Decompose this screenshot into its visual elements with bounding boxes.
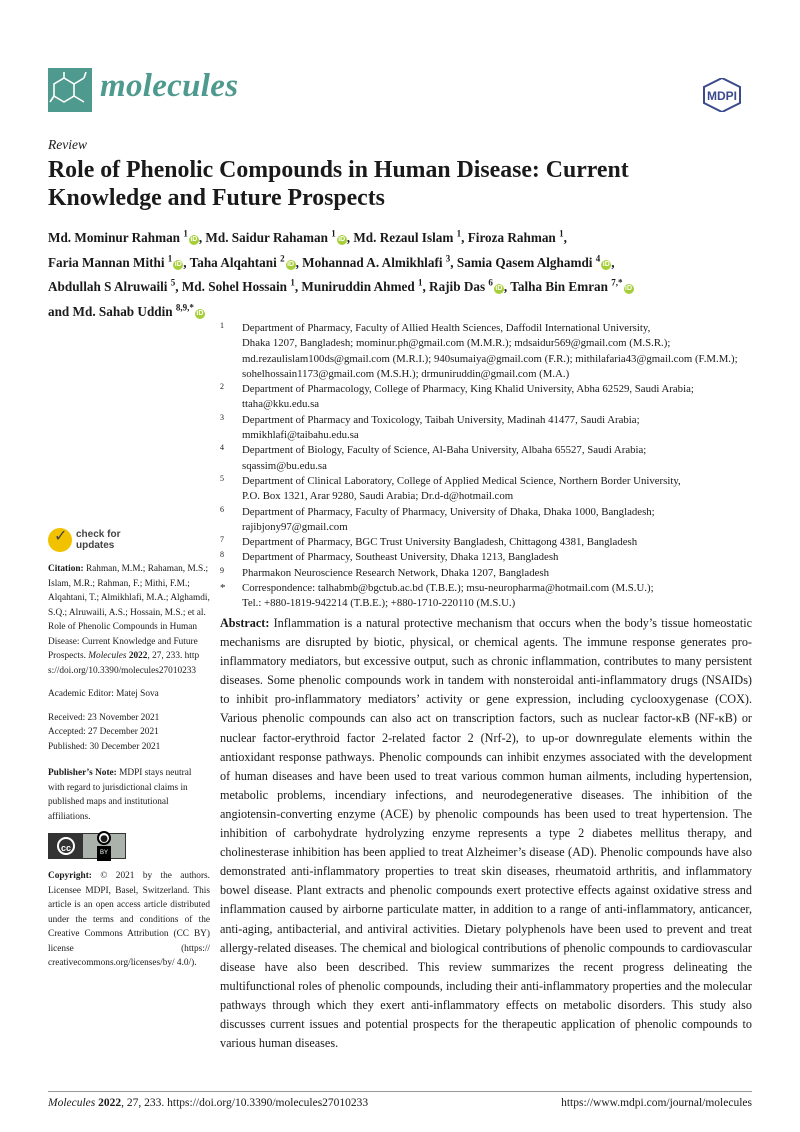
author-affiliation-sup: 3 (445, 253, 451, 264)
author-entry (468, 230, 567, 245)
date-published: Published: 30 December 2021 (48, 741, 161, 752)
affiliation-line: sohelhossain1173@gmail.com (M.S.H.); drmuniruddin@gmail.com (M.A.) (242, 367, 570, 380)
cc-badge-left (49, 834, 83, 858)
affiliation-line: Correspondence: talhabmb@bgctub.ac.bd (T.B.E.); msu-neuropharma@hotmail.com (M.S.U.); (242, 582, 654, 595)
author-separator: , (422, 279, 430, 295)
affiliation-line: Department of Clinical Laboratory, College of Applied Medical Science, Northern Border University, (242, 474, 681, 487)
affiliation-line: sqassim@bu.edu.sa (242, 459, 327, 472)
author-affiliation-sup: 6 (488, 277, 493, 288)
author-separator: , (175, 279, 182, 295)
mdpi-logo-icon (694, 78, 750, 112)
author-name[interactable]: Firoza Rahman (467, 230, 556, 246)
citation-journal: Molecules (88, 651, 127, 661)
citation (48, 562, 210, 678)
publisher-note-text: MDPI stays neutral with regard to jurisdictional claims in published maps and institutional affiliations. (48, 768, 192, 822)
author-name[interactable]: Muniruddin Ahmed (301, 279, 415, 295)
author-name[interactable]: Md. Mominur Rahman (48, 230, 181, 246)
publisher-note (48, 766, 210, 824)
author-affiliation-sup: 8,9,* (175, 302, 194, 313)
affiliation-item (220, 550, 760, 565)
author-list (48, 224, 752, 322)
author-affiliation-sup: 1 (290, 277, 295, 288)
author-affiliation-sup: 1 (559, 229, 564, 239)
author-separator: , (183, 254, 190, 270)
author-affiliation-sup: 2 (280, 253, 285, 264)
citation-volume: , 27, 233. (147, 651, 183, 661)
affiliation-line: Tel.: +880-1819-942214 (T.B.E.); +880-1710-220110 (M.S.U.) (242, 597, 516, 610)
footer-citation-rest[interactable]: , 27, 233. https://doi.org/10.3390/molecules27010233 (121, 1097, 369, 1109)
affiliation-number: 5 (220, 473, 224, 483)
author-name[interactable]: and Md. Sahab Uddin (48, 303, 173, 319)
affiliation-line: Pharmakon Neuroscience Research Network, Dhaka 1207, Bangladesh (242, 566, 550, 579)
affiliation-line: Department of Pharmacy, Faculty of Allied Health Sciences, Daffodil International University, (242, 322, 651, 334)
author-affiliation-sup: 7,* (611, 277, 623, 288)
affiliation-line: Department of Pharmacy, BGC Trust University Bangladesh, Chittagong 4381, Bangladesh (242, 536, 638, 549)
citation-year: 2022 (128, 651, 148, 661)
footer-journal: Molecules (48, 1097, 96, 1109)
affiliations (220, 321, 760, 612)
orcid-icon[interactable]: iD (174, 260, 182, 268)
author-entry (457, 255, 615, 270)
citation-doi-link[interactable]: https://doi.org/10.3390/molecules27010233 (48, 651, 200, 676)
affiliation-line: Department of Pharmacy, Faculty of Pharmacy, University of Dhaka, Dhaka 1000, Bangladesh; (242, 505, 655, 518)
molecules-logo-icon (48, 68, 92, 112)
author-affiliation-sup: 1 (417, 277, 423, 288)
affiliation-line: md.rezaulislam100ds@gmail.com (M.R.I.); 940sumaiya@gmail.com (F.R.); mithilafaria43@gmail.com (F.M.M.); (242, 352, 738, 365)
affiliation-number: 9 (220, 565, 224, 575)
affiliation-item (220, 413, 760, 444)
article-title: Role of Phenolic Compounds in Human Disease: Current Knowledge and Future Prospects (48, 157, 629, 211)
affiliation-line: ttaha@kku.edu.sa (242, 398, 320, 411)
affiliation-number: 2 (220, 382, 224, 392)
by-label: BY (97, 846, 111, 861)
author-affiliation-sup: 4 (595, 253, 601, 264)
academic-editor: Academic Editor: Matej Sova (48, 689, 159, 699)
orcid-icon[interactable]: iD (625, 285, 633, 293)
affiliation-number: 7 (220, 535, 224, 545)
attribution-person-icon: ● (97, 831, 111, 845)
author-separator: , (294, 279, 302, 295)
cc-badge-right (83, 834, 125, 858)
author-separator: , (461, 230, 468, 246)
citation-text: Rahman, M.M.; Rahaman, M.S.; Islam, M.R.; Rahman, F.; Mithi, F.M.; Alqahtani, T.; Almikhlafi, M.A.; Alghamdi, S.Q.; Alruwaili, A.S.; Hossain, M.S.; et al. Role of Phenolic Compounds in Human Disease: Current Knowledge and Future Prospects. (48, 564, 210, 661)
check-for-updates-badge[interactable] (48, 524, 210, 556)
author-separator: , (503, 279, 511, 295)
author-name[interactable]: Talha Bin Emran (510, 279, 608, 295)
affiliation-line: Department of Biology, Faculty of Science, Al-Baha University, Albaha 65527, Saudi Arabia; (242, 444, 647, 457)
date-received: Received: 23 November 2021 (48, 712, 160, 723)
author-name[interactable]: Abdullah S Alruwaili (48, 279, 168, 295)
author-name[interactable]: Mohannad A. Almikhlafi (302, 254, 443, 270)
author-entry (182, 279, 302, 294)
author-entry (48, 230, 205, 245)
orcid-icon[interactable]: iD (495, 285, 503, 293)
author-entry (429, 279, 510, 294)
author-entry (48, 255, 190, 270)
author-name[interactable]: Md. Sohel Hossain (181, 279, 288, 295)
orcid-icon[interactable]: iD (338, 236, 346, 244)
check-updates-icon (48, 528, 72, 552)
affiliation-number: * (220, 582, 226, 595)
footer-divider (48, 1091, 752, 1092)
author-separator: , (295, 254, 303, 270)
citation-label: Citation: (48, 564, 84, 574)
affiliation-item (220, 566, 760, 581)
article-sidebar (48, 524, 210, 971)
affiliation-line: Department of Pharmacy and Toxicology, Taibah University, Madinah 41477, Saudi Arabia; (242, 413, 640, 426)
footer-citation (48, 1097, 368, 1109)
affiliation-number: 8 (220, 550, 224, 560)
copyright-label: Copyright: (48, 871, 92, 881)
author-entry (301, 279, 429, 294)
author-separator: , (198, 230, 206, 246)
affiliation-item (220, 474, 760, 505)
author-affiliation-sup: 1 (167, 253, 173, 264)
author-entry (302, 255, 457, 270)
orcid-icon[interactable]: iD (190, 236, 198, 244)
affiliation-line: P.O. Box 1321, Arar 9280, Saudi Arabia; Dr.d-d@hotmail.com (242, 490, 514, 503)
author-name[interactable]: Taha Alqahtani (189, 254, 277, 270)
abstract-label: Abstract: (220, 616, 270, 630)
affiliation-line: rajibjony97@gmail.com (242, 520, 348, 533)
affiliation-number: 6 (220, 504, 224, 514)
cc-by-license-badge[interactable] (48, 833, 126, 859)
author-name[interactable]: Samia Qasem Alghamdi (456, 254, 593, 270)
abstract (220, 614, 752, 1053)
date-accepted: Accepted: 27 December 2021 (48, 727, 159, 737)
affiliation-line: Department of Pharmacy, Southeast University, Dhaka 1213, Bangladesh (242, 551, 559, 564)
orcid-icon[interactable]: iD (602, 260, 610, 268)
copyright (48, 869, 210, 971)
affiliation-number: 3 (220, 412, 224, 422)
affiliation-line: Department of Pharmacology, College of Pharmacy, King Khalid University, Abha 62529, Saudi Arabia; (242, 383, 694, 396)
author-separator: , (346, 230, 354, 246)
author-affiliation-sup: 1 (456, 229, 462, 239)
author-separator: , (611, 254, 615, 270)
affiliation-item (220, 581, 760, 612)
orcid-icon[interactable]: iD (196, 309, 204, 317)
footer-year: 2022 (98, 1097, 122, 1109)
author-name[interactable]: Md. Rezaul Islam (353, 230, 454, 246)
author-separator: , (563, 230, 567, 246)
affiliation-number: 1 (220, 321, 224, 330)
author-entry (205, 230, 353, 245)
article-type: Review (48, 137, 87, 152)
cc-icon: cc (57, 837, 75, 855)
affiliation-item (220, 535, 760, 550)
author-name[interactable]: Faria Mannan Mithi (48, 254, 165, 270)
author-entry (190, 255, 303, 270)
publisher-note-label: Publisher’s Note: (48, 768, 117, 778)
journal-name: molecules (100, 68, 239, 104)
orcid-icon[interactable]: iD (287, 260, 295, 268)
check-updates-label: check for updates (76, 529, 121, 551)
author-name[interactable]: Rajib Das (429, 279, 486, 295)
affiliation-line: Dhaka 1207, Bangladesh; mominur.ph@gmail.com (M.M.R.); mdsaidur569@gmail.com (M.S.R.); (242, 337, 671, 350)
author-entry (48, 304, 205, 319)
affiliation-item (220, 321, 760, 382)
mdpi-logo-text: MDPI (707, 89, 737, 103)
author-affiliation-sup: 5 (170, 277, 176, 288)
abstract-text: Inflammation is a natural protective mechanism that occurs when the body’s tissue homeostatic mechanisms are disrupted by biotic, physical, or chemical agents. The immune response generates pro-inflammatory mediators, but excessive output, such as chronic inflammation, contributes to many persistent diseases. Some phenolic compounds work in tandem with nonsteroidal anti-inflammatory drugs (NSAIDs) to inhibit pro-inflammatory mediators’ activity or gene expression, including cyclooxygenase (COX). Various phenolic compounds can also act on transcription factors, such as nuclear factor-κB (NF-κB) or nuclear factor-erythroid factor 2-related factor 2 (Nrf-2), to up-or downregulate elements within the antioxidant response pathways. Phenolic compounds can inhibit enzymes associated with the development of human diseases and have been used to treat various common human ailments, including hypertension, metabolic problems, incendiary infections, and neurodegenerative diseases. The inhibition of the angiotensin-converting enzyme (ACE) by phenolic compounds has been used to treat hypertension. The inhibition of carbohydrate hydrolyzing enzyme represents a type 2 diabetes mellitus therapy, and cholinesterase inhibition has been applied to treat Alzheimer’s disease (AD). Phenolic compounds have also demonstrated anti-inflammatory properties to treat skin diseases, rheumatoid arthritis, and inflammatory bowel disease. Plant extracts and phenolic compounds exert protective effects against oxidative stress and inflammation caused by airborne particulate matter, in addition to a range of anti-inflammatory, anticancer, anti-aging, antibacterial, and antiviral activities. Dietary polyphenols have been used to prevent and treat allergy-related diseases. The chemical and biological contributions of phenolic compounds to cardiovascular disease have also been described. This review summarizes the recent progress delineating the multifunctional roles of phenolic compounds, including their anti-inflammatory properties and the molecular pathways through which they exert anti-inflammatory effects on metabolic disorders. This study also discusses current issues and potential prospects for the therapeutic application of phenolic compounds to various human diseases. (220, 616, 753, 1051)
author-entry (48, 279, 182, 294)
affiliation-item (220, 505, 760, 536)
author-name[interactable]: Md. Saidur Rahaman (205, 230, 328, 246)
footer-journal-url[interactable]: https://www.mdpi.com/journal/molecules (561, 1097, 752, 1109)
author-entry (510, 279, 633, 294)
author-separator: , (450, 254, 457, 270)
author-affiliation-sup: 1 (331, 229, 336, 239)
author-entry (353, 230, 467, 245)
affiliation-number: 4 (220, 443, 224, 453)
copyright-text: © 2021 by the authors. Licensee MDPI, Basel, Switzerland. This article is an open access article distributed under the terms and conditions of the Creative Commons Attribution (CC BY) license (https:// creativecommons.org/licenses/by/ 4.0/). (48, 871, 210, 968)
affiliation-item (220, 443, 760, 474)
affiliation-item (220, 382, 760, 413)
affiliation-line: mmikhlafi@taibahu.edu.sa (242, 429, 359, 442)
author-affiliation-sup: 1 (183, 229, 188, 239)
